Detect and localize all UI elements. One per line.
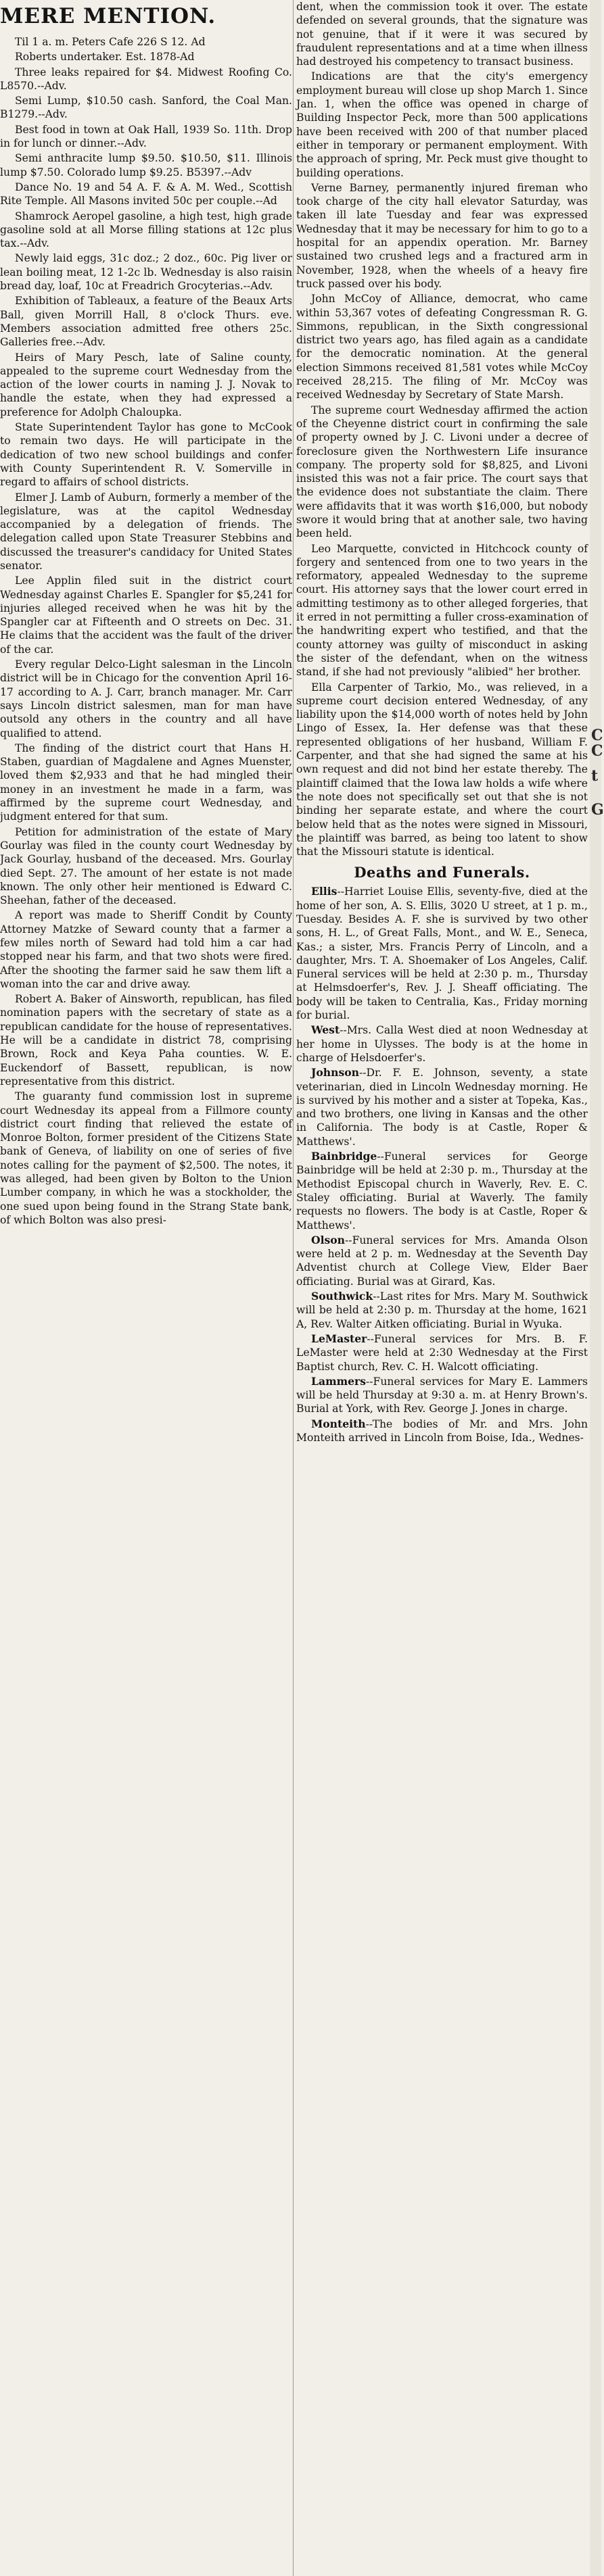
news-item: John McCoy of Alliance, democrat, who came within 53,367 votes of defeating Congressman R. G. Simmons, republican, in the Sixth congressional district two years ago, has filed again as a candidate for the democratic nomination. At the general election Simmons received 81,581 votes while McCoy received 28,215. The filing of Mr. McCoy was received Wednesday by Secretary of State Marsh.: [296, 293, 588, 402]
news-item: Shamrock Aeropel gasoline, a high test, high grade gasoline sold at all Morse filling stations at 12c plus tax.--Adv.: [0, 210, 292, 250]
edge-letter: G: [591, 801, 604, 819]
deaths-heading: Deaths and Funerals.: [354, 864, 530, 881]
news-item: State Superintendent Taylor has gone to McCook to remain two days. He will participate in the dedication of two new school buildings and confer with County Superintendent R. V. Somerville in regard to affairs of school districts.: [0, 421, 292, 489]
news-item: Best food in town at Oak Hall, 1939 So. 11th. Drop in for lunch or dinner.--Adv.: [0, 123, 292, 150]
adjacent-column-edge: [590, 0, 604, 2576]
column-rule: [293, 0, 294, 2576]
news-item: Newly laid eggs, 31c doz.; 2 doz., 60c. Pig liver or lean boiling meat, 12 1-2c lb. Wednesday is also raisin bread day, loaf, 10c at Freadrich Grocyterias.--Adv.: [0, 252, 292, 293]
news-item: Roberts undertaker. Est. 1878-Ad: [15, 51, 195, 64]
obituary-item: [296, 1066, 588, 1148]
news-item: Heirs of Mary Pesch, late of Saline county, appealed to the supreme court Wednesday from the action of the lower courts in naming J. J. Novak to handle the estate, when they had expressed a preference for Adolph Chaloupka.: [0, 351, 292, 418]
obituary-name: LeMaster: [311, 1332, 367, 1345]
deaths-list: [296, 885, 588, 1444]
obituary-item: [296, 1234, 588, 1288]
news-item: Robert A. Baker of Ainsworth, republican, has filed nomination papers with the secretary of state as a republican candidate for the house of representatives. He will be a candidate in district 78, comprising Brown, Rock and Keya Paha counties. W. E. Euckendorf of Bassett, republican, is now representative from this district.: [0, 993, 292, 1088]
news-item: Elmer J. Lamb of Auburn, formerly a member of the legislature, was at the capitol Wednesday accompanied by a delegation of friends. The delegation called upon State Treasurer Stebbins and discussed the treasurer's candidacy for United States senator.: [0, 491, 292, 572]
news-item: The finding of the district court that Hans H. Staben, guardian of Magdalene and Agnes Muenster, loved them $2,933 and that he had mingled their money in an investment he made in a farm, was affirmed by the supreme court Wednesday, and judgment entered for that sum.: [0, 742, 292, 823]
news-item: Dance No. 19 and 54 A. F. & A. M. Wed., Scottish Rite Temple. All Masons invited 50c per couple.--Ad: [0, 180, 292, 208]
obituary-item: [296, 885, 588, 1022]
news-item: Ella Carpenter of Tarkio, Mo., was relieved, in a supreme court decision entered Wednesday, of any liability upon the $14,000 worth of notes held by John Lingo of Essex, Ia. Her defense was that these represented obligations of her husband, William F. Carpenter, and that she had signed the same at his own request and did not bind her estate thereby. The plaintiff claimed that the Iowa law holds a wife where the note does not specifically set out that she is not binding her separate estate, and where the court below held that as the notes were signed in Missouri, the plaintiff was barred, as being too latent to show that the Missouri statute is identical.: [296, 681, 588, 858]
column-right-items: [296, 0, 588, 858]
news-item: Petition for administration of the estate of Mary Gourlay was filed in the county court Wednesday by Jack Gourlay, husband of the deceased. Mrs. Gourlay died Sept. 27. The amount of her estate is not made known. The only other heir mentioned is Edward C. Sheehan, father of the deceased.: [0, 825, 292, 907]
column-left: [0, 0, 292, 2576]
news-item: Til 1 a. m. Peters Cafe 226 S 12. Ad: [15, 36, 206, 48]
edge-letter: t: [591, 767, 599, 785]
news-item: The supreme court Wednesday affirmed the action of the Cheyenne district court in confirming the sale of property owned by J. C. Livoni under a decree of foreclosure given the Northwestern Life insurance company. The property sold for $8,825, and Livoni insisted this was not a fair price. The court says that the evidence does not substantiate the claim. There were affidavits that it was worth $16,000, but nobody swore it would bring that at another sale, two having been held.: [296, 404, 588, 540]
news-item: Every regular Delco-Light salesman in the Lincoln district will be in Chicago for the convention April 16-17 according to A. J. Carr, branch manager. Mr. Carr says Lincoln district salesmen, man for man have outsold any others in the country and all have qualified to attend.: [0, 658, 292, 739]
obituary-text: --Dr. F. E. Johnson, seventy, a state veterinarian, died in Lincoln Wednesday morning. He is survived by his mother and a sister at Topeka, Kas., and two brothers, one living in Kansas and the other in California. The body is at Castle, Roper & Matthews'.: [296, 1067, 588, 1148]
news-item: dent, when the commission took it over. The estate defended on several grounds, that the signature was not genuine, that if it were it was secured by fraudulent representations and at a time when illness had destroyed his competency to transact business.: [296, 1, 588, 68]
obituary-text: --Funeral services for George Bainbridge will be held at 2:30 p. m., Thursday at the Methodist Episcopal church in Waverly, Rev. E. C. Staley officiating. Burial at Waverly. The family requests no flowers. The body is at Castle, Roper & Matthews'.: [296, 1150, 588, 1232]
obituary-item: [296, 1290, 588, 1331]
news-item: The guaranty fund commission lost in supreme court Wednesday its appeal from a Fillmore county district court finding that relieved the estate of Monroe Bolton, former president of the Citizens State bank of Geneva, of liability on one of series of five notes calling for the payment of $2,500. The notes, it was alleged, had been given by Bolton to the Union Lumber company, in which he was a stockholder, the one sued upon being found in the Strang State bank, of which Bolton was also presi-: [0, 1090, 292, 1226]
news-item: Three leaks repaired for $4. Midwest Roofing Co. L8570.--Adv.: [0, 66, 292, 92]
column-left-items: [0, 35, 292, 1227]
column-right: [296, 0, 588, 2576]
obituary-text: --The bodies of Mr. and Mrs. John Monteith arrived in Lincoln from Boise, Ida., Wednes-: [296, 1417, 588, 1444]
obituary-item: [296, 1023, 588, 1065]
obituary-name: Olson: [311, 1233, 346, 1246]
obituary-text: --Funeral services for Mary E. Lammers will be held Thursday at 9:30 a. m. at Henry Brown's. Burial at York, with Rev. George J. Jones in charge.: [296, 1375, 588, 1415]
edge-letter: C: [591, 742, 603, 760]
obituary-name: West: [311, 1023, 340, 1037]
obituary-name: Johnson: [311, 1066, 359, 1079]
obituary-item: [296, 1150, 588, 1232]
obituary-item: [296, 1332, 588, 1374]
news-item: Leo Marquette, convicted in Hitchcock county of forgery and sentenced from one to two years in the reformatory, appealed Wednesday to the supreme court. His attorney says that the lower court erred in admitting testimony as to other alleged forgeries, that it erred in not permitting a fuller cross-examination of the handwriting expert who testified, and that the county attorney was guilty of misconduct in asking the sister of the defendant, when on the witness stand, if she had not previously "alibied" her brother.: [296, 542, 588, 679]
obituary-item: [296, 1375, 588, 1416]
obituary-name: Southwick: [311, 1290, 373, 1303]
obituary-name: Monteith: [311, 1417, 366, 1430]
news-item: A report was made to Sheriff Condit by County Attorney Matzke of Seward county that a farmer a few miles north of Seward had told him a car had stopped near his farm, and that two shots were fired. After the shooting the farmer said he saw them lift a woman into the car and drive away.: [0, 909, 292, 990]
obituary-text: --Funeral services for Mrs. Amanda Olson were held at 2 p. m. Wednesday at the Seventh Day Adventist church at College View, Elder Baer officiating. Burial was at Girard, Kas.: [296, 1234, 588, 1288]
news-item: Semi anthracite lump $9.50. $10.50, $11. Illinois lump $7.50. Colorado lump $9.25. B5397.--Adv: [0, 152, 292, 178]
obituary-text: --Harriet Louise Ellis, seventy-five, died at the home of her son, A. S. Ellis, 3020 U street, at 1 p. m., Tuesday. Besides A. F. she is survived by two other sons, H. L., of Great Falls, Mont., and W. E., Seneca, Kas.; a sister, Mrs. Francis Perry of Lincoln, and a daughter, Mrs. T. A. Shoemaker of Los Angeles, Calif. Funeral services will be held at 2:30 p. m., Thursday at Helmsdoerfer's, Rev. J. J. Sheaff officiating. The body will be taken to Centralia, Kas., Friday morning for burial.: [296, 885, 588, 1022]
edge-letter: C: [591, 727, 603, 744]
obituary-text: --Mrs. Calla West died at noon Wednesday at her home in Ulysses. The body is at the home in charge of Helsdoerfer's.: [296, 1024, 588, 1064]
masthead: MERE MENTION.: [0, 4, 216, 28]
news-item: Indications are that the city's emergency employment bureau will close up shop March 1. Since Jan. 1, when the office was opened in charge of Building Inspector Peck, more than 500 applications have been received with 200 of that number placed either in temporary or permanent employment. With the approach of spring, Mr. Peck must give thought to building operations.: [296, 70, 588, 179]
news-item: Lee Applin filed suit in the district court Wednesday against Charles E. Spangler for $5,241 for injuries alleged received when he was hit by the Spangler car at Fifteenth and O streets on Dec. 31. He claims that the accident was the fault of the driver of the car.: [0, 575, 292, 656]
obituary-text: --Funeral services for Mrs. B. F. LeMaster were held at 2:30 Wednesday at the First Baptist church, Rev. C. H. Walcott officiating.: [296, 1332, 588, 1373]
obituary-name: Ellis: [311, 885, 338, 898]
obituary-text: --Last rites for Mrs. Mary M. Southwick will be held at 2:30 p. m. Thursday at the home, 1621 A, Rev. Walter Aitken officiating. Burial in Wyuka.: [296, 1290, 588, 1330]
news-item: Exhibition of Tableaux, a feature of the Beaux Arts Ball, given Morrill Hall, 8 o'clock Thurs. eve. Members association admitted free others 25c. Galleries free.--Adv.: [0, 295, 292, 349]
news-item: Verne Barney, permanently injured fireman who took charge of the city hall elevator Saturday, was taken ill late Tuesday and fear was expressed Wednesday that it may be necessary for him to go to a hospital for an appendix operation. Mr. Barney sustained two crushed legs and a fractured arm in November, 1928, when the wheels of a heavy fire truck passed over his body.: [296, 181, 588, 290]
news-item: Semi Lump, $10.50 cash. Sanford, the Coal Man. B1279.--Adv.: [0, 95, 292, 121]
obituary-item: [296, 1417, 588, 1445]
obituary-name: Bainbridge: [311, 1150, 377, 1163]
obituary-name: Lammers: [311, 1374, 366, 1388]
